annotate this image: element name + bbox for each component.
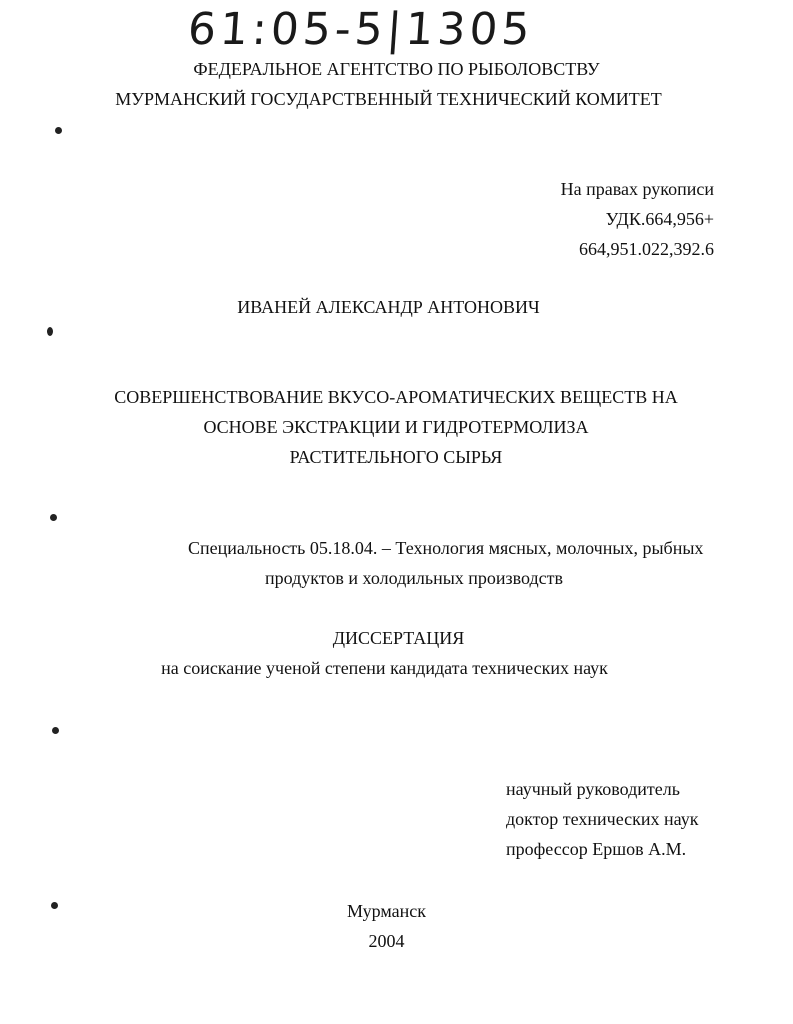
handwritten-catalog-number: 61:05-5|1305 xyxy=(186,4,536,55)
supervisor-role: научный руководитель xyxy=(506,779,680,799)
scan-mark xyxy=(51,902,58,909)
title-line-3: РАСТИТЕЛЬНОГО СЫРЬЯ xyxy=(289,447,503,467)
degree-statement: на соискание ученой степени кандидата технических наук xyxy=(161,658,608,678)
university-name: МУРМАНСКИЙ ГОСУДАРСТВЕННЫЙ ТЕХНИЧЕСКИЙ КОМИТЕТ xyxy=(115,89,662,109)
scan-mark xyxy=(50,514,57,521)
document-type: ДИССЕРТАЦИЯ xyxy=(332,628,465,648)
specialty-line-2: продуктов и холодильных производств xyxy=(265,568,564,588)
agency-name: ФЕДЕРАЛЬНОЕ АГЕНТСТВО ПО РЫБОЛОВСТВУ xyxy=(193,59,600,79)
author-name: ИВАНЕЙ АЛЕКСАНДР АНТОНОВИЧ xyxy=(237,297,540,317)
year: 2004 xyxy=(368,931,405,951)
scan-mark xyxy=(47,327,53,336)
supervisor-degree: доктор технических наук xyxy=(506,809,699,829)
scan-mark xyxy=(52,727,59,734)
rights-notice: На правах рукописи xyxy=(560,179,714,199)
title-line-2: ОСНОВЕ ЭКСТРАКЦИИ И ГИДРОТЕРМОЛИЗА xyxy=(203,417,589,437)
title-line-1: СОВЕРШЕНСТВОВАНИЕ ВКУСО-АРОМАТИЧЕСКИХ ВЕЩЕСТВ НА xyxy=(114,387,678,407)
udk-code-line2: 664,951.022,392.6 xyxy=(579,239,714,259)
udk-code-line1: УДК.664,956+ xyxy=(605,209,714,229)
city: Мурманск xyxy=(347,901,426,921)
scan-mark xyxy=(55,127,62,134)
specialty-line-1: Специальность 05.18.04. – Технология мясных, молочных, рыбных xyxy=(188,538,704,558)
supervisor-name: профессор Ершов А.М. xyxy=(506,839,687,859)
